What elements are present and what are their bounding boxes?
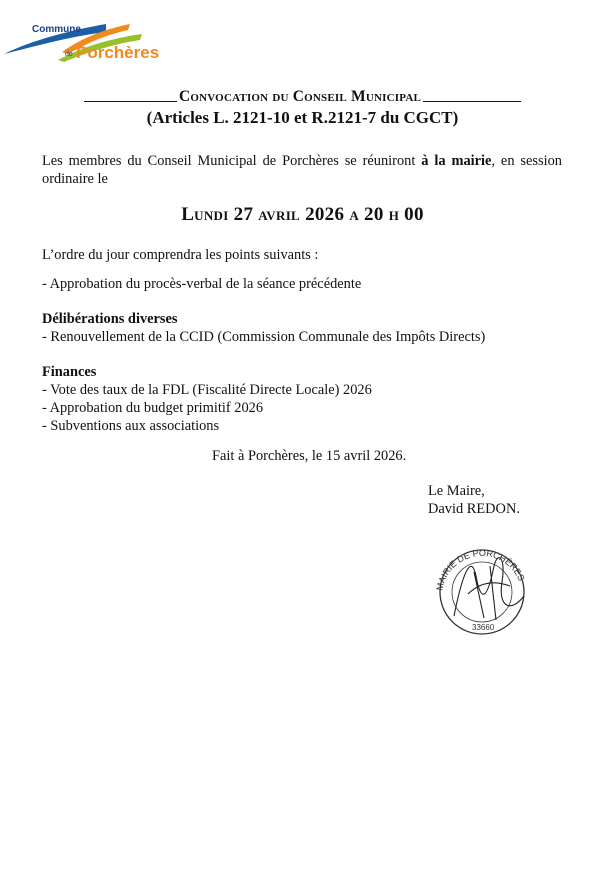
- signature-name: David REDON.: [428, 501, 520, 517]
- list-item: - Vote des taux de la FDL (Fiscalité Directe Locale) 2026: [42, 382, 372, 398]
- section-heading: Délibérations diverses: [42, 311, 178, 327]
- list-item: - Approbation du budget primitif 2026: [42, 400, 264, 416]
- logo-line1: Commune: [32, 24, 81, 35]
- intro-after: , en session ordinaire le: [42, 153, 562, 187]
- title-rule-right: [423, 100, 521, 102]
- document-title: [0, 88, 605, 128]
- section-deliberations: [42, 310, 562, 346]
- title-articles: (Articles L. 2121-10 et R.2121-7 du CGCT): [146, 108, 459, 127]
- title-main: Convocation du Conseil Municipal: [178, 88, 422, 105]
- closing-date: Fait à Porchères, le 15 avril 2026.: [212, 448, 407, 464]
- intro-location: à la mairie: [421, 153, 492, 169]
- logo-de: de: [65, 51, 73, 58]
- logo-porcheres: Porchères: [76, 43, 160, 62]
- stamp-text-bottom: 33660: [472, 623, 495, 632]
- meeting-date: Lundi 27 avril 2026 a 20 h 00: [181, 204, 424, 225]
- official-stamp: [424, 536, 544, 636]
- signature-role: Le Maire,: [428, 483, 485, 499]
- agenda-item-pv: - Approbation du procès-verbal de la séance précédente: [42, 276, 362, 292]
- intro-paragraph: [42, 152, 562, 188]
- intro-before: Les membres du Conseil Municipal de Porchères se réuniront: [42, 153, 422, 169]
- title-rule-left: [84, 100, 177, 102]
- section-heading: Finances: [42, 364, 97, 380]
- list-item: - Subventions aux associations: [42, 418, 220, 434]
- agenda-intro: L’ordre du jour comprendra les points suivants :: [42, 247, 319, 263]
- stamp-text-top: MAIRIE DE PORCHÈRES: [434, 547, 527, 592]
- list-item: - Renouvellement de la CCID (Commission Communale des Impôts Directs): [42, 329, 486, 345]
- commune-logo: [2, 10, 182, 68]
- signature-block: [428, 482, 520, 518]
- section-finances: [42, 363, 562, 435]
